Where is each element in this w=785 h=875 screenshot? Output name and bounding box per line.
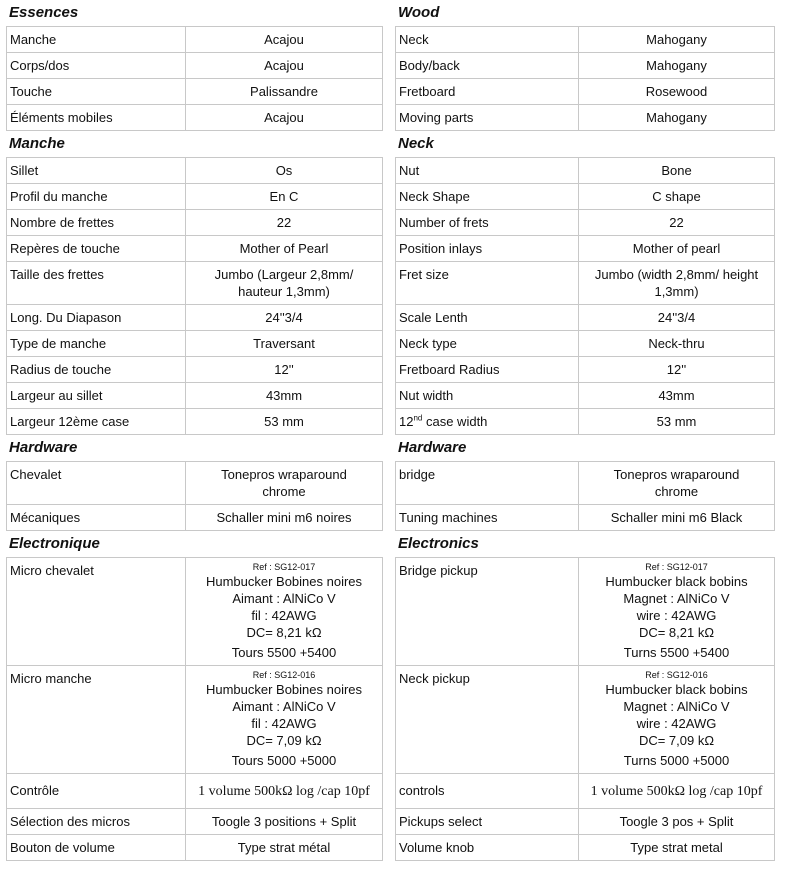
table-row: Nut Bone [396, 158, 775, 184]
table-row: Largeur 12ème case 53 mm [7, 409, 383, 435]
table-row: Profil du manche En C [7, 184, 383, 210]
electronique-table [6, 557, 383, 861]
section-title-manche: Manche [9, 135, 65, 152]
table-row: Fretboard Rosewood [396, 79, 775, 105]
table-row: Chevalet Tonepros wraparound chrome [7, 462, 383, 505]
manche-table [6, 157, 383, 435]
table-row: Fretboard Radius 12'' [396, 357, 775, 383]
section-title-hardware-en: Hardware [398, 439, 467, 456]
section-title-electronique: Electronique [9, 535, 100, 552]
table-row: Repères de touche Mother of Pearl [7, 236, 383, 262]
table-row: Largeur au sillet 43mm [7, 383, 383, 409]
table-row: Radius de touche 12'' [7, 357, 383, 383]
neck-table [395, 157, 775, 435]
table-row: Volume knob Type strat metal [396, 835, 775, 861]
table-row: Taille des frettes Jumbo (Largeur 2,8mm/ hauteur 1,3mm) [7, 262, 383, 305]
table-row: Fret size Jumbo (width 2,8mm/ height 1,3mm) [396, 262, 775, 305]
section-title-essences: Essences [9, 4, 79, 21]
table-row: Moving parts Mahogany [396, 105, 775, 131]
english-spec-column [395, 0, 775, 861]
hardware-table-en [395, 461, 775, 531]
electronics-table [395, 557, 775, 861]
table-row: Mécaniques Schaller mini m6 noires [7, 505, 383, 531]
table-row: Long. Du Diapason 24''3/4 [7, 305, 383, 331]
section-title-wood: Wood [398, 4, 440, 21]
table-row: controls 1 volume 500kΩ log /cap 10pf [396, 774, 775, 809]
table-row: Type de manche Traversant [7, 331, 383, 357]
table-row: Manche Acajou [7, 27, 383, 53]
pickup-ref: Ref : SG12-017 [645, 562, 708, 572]
table-row: Number of frets 22 [396, 210, 775, 236]
table-row: Nut width 43mm [396, 383, 775, 409]
table-row: Neck Mahogany [396, 27, 775, 53]
table-row: Corps/dos Acajou [7, 53, 383, 79]
table-row: Sillet Os [7, 158, 383, 184]
wood-table [395, 26, 775, 131]
table-row: Scale Lenth 24''3/4 [396, 305, 775, 331]
table-row: Bridge pickup Ref : SG12-017 Humbucker black bobins Magnet : AlNiCo V wire : 42AWG DC= 8,21 kΩ Turns 5500 +5400 [396, 558, 775, 666]
table-row: Bouton de volume Type strat métal [7, 835, 383, 861]
table-row: Neck Shape C shape [396, 184, 775, 210]
essences-table [6, 26, 383, 131]
pickup-ref: Ref : SG12-016 [645, 670, 708, 680]
table-row: bridge Tonepros wraparound chrome [396, 462, 775, 505]
table-row: Tuning machines Schaller mini m6 Black [396, 505, 775, 531]
table-row: Body/back Mahogany [396, 53, 775, 79]
section-title-electronics: Electronics [398, 535, 479, 552]
section-title-hardware: Hardware [9, 439, 78, 456]
table-row: Neck pickup Ref : SG12-016 Humbucker black bobins Magnet : AlNiCo V wire : 42AWG DC= 7,09 kΩ Turns 5000 +5000 [396, 666, 775, 774]
table-row: 12nd case width 53 mm [396, 409, 775, 435]
table-row: Micro manche Ref : SG12-016 Humbucker Bobines noires Aimant : AlNiCo V fil : 42AWG DC= 7,09 kΩ Tours 5000 +5000 [7, 666, 383, 774]
table-row: Position inlays Mother of pearl [396, 236, 775, 262]
table-row: Contrôle 1 volume 500kΩ log /cap 10pf [7, 774, 383, 809]
table-row: Éléments mobiles Acajou [7, 105, 383, 131]
section-title-neck: Neck [398, 135, 434, 152]
pickup-ref: Ref : SG12-016 [252, 670, 316, 680]
hardware-table [6, 461, 383, 531]
table-row: Nombre de frettes 22 [7, 210, 383, 236]
table-row: Neck type Neck-thru [396, 331, 775, 357]
pickup-ref: Ref : SG12-017 [252, 562, 316, 572]
table-row: Pickups select Toogle 3 pos + Split [396, 809, 775, 835]
table-row: Touche Palissandre [7, 79, 383, 105]
table-row: Sélection des micros Toogle 3 positions + Split [7, 809, 383, 835]
french-spec-column [6, 0, 383, 861]
table-row: Micro chevalet Ref : SG12-017 Humbucker Bobines noires Aimant : AlNiCo V fil : 42AWG DC= 8,21 kΩ Tours 5500 +5400 [7, 558, 383, 666]
